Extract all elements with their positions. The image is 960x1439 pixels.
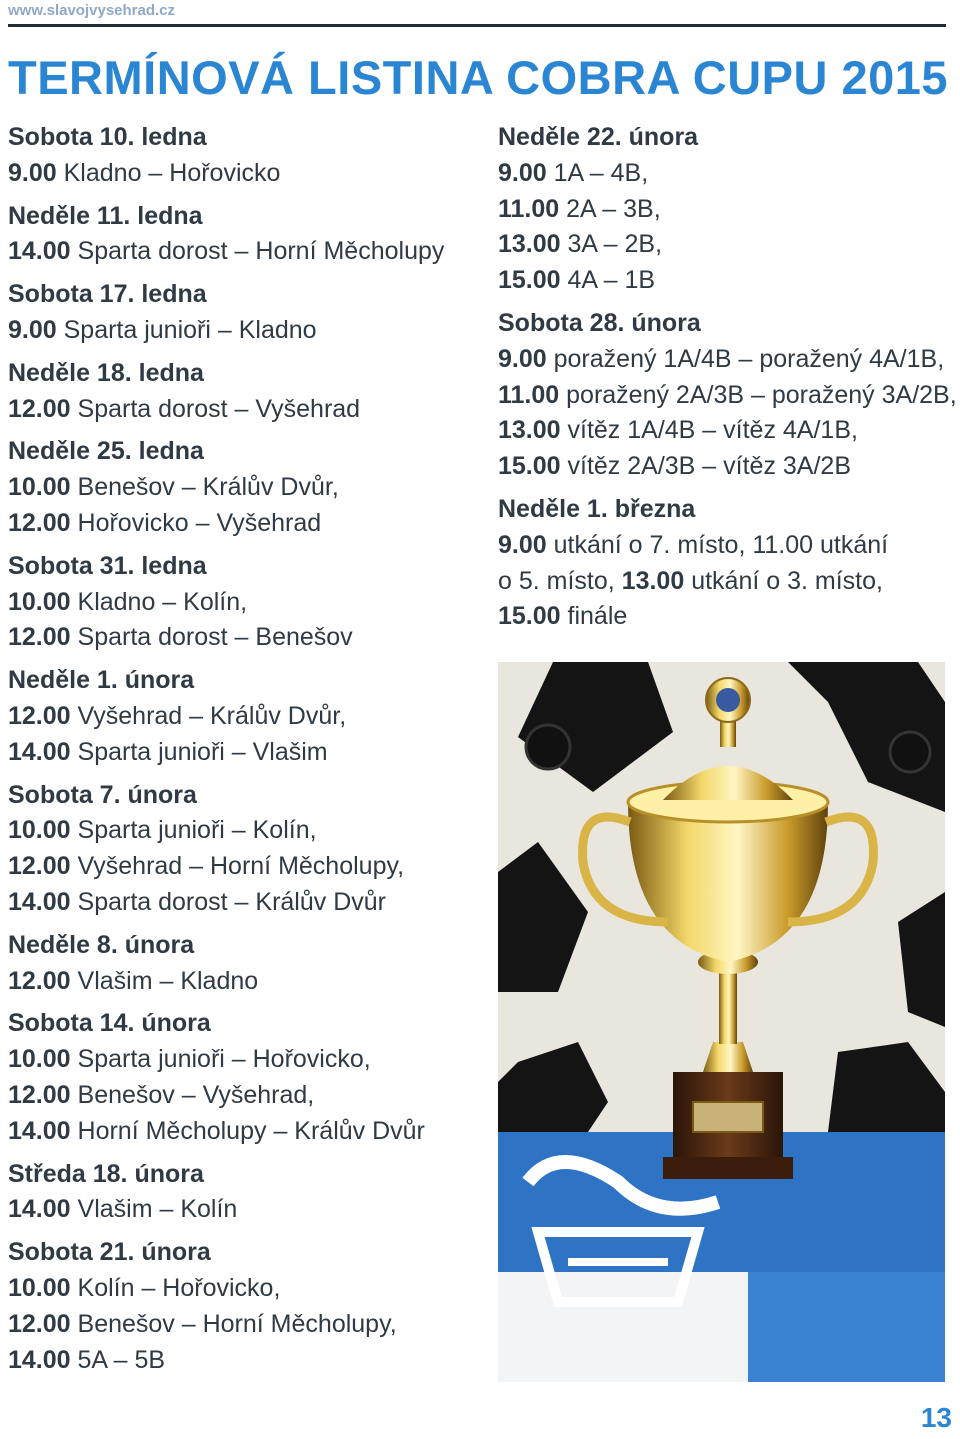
match-row — [8, 506, 488, 542]
match-teams: poražený 1A/4B – poražený 4A/1B, — [553, 344, 945, 373]
match-teams: 5A – 5B — [77, 1345, 166, 1374]
match-row — [8, 1078, 488, 1114]
match-day-heading: Středa 18. února — [8, 1159, 204, 1188]
match-teams: Vyšehrad – Horní Měcholupy, — [77, 852, 405, 881]
match-teams: Kladno – Kolín, — [77, 587, 248, 616]
match-row — [8, 699, 488, 735]
match-teams: Sparta dorost – Vyšehrad — [77, 394, 361, 423]
match-day-heading: Neděle 8. února — [8, 930, 195, 959]
match-row — [8, 1192, 488, 1228]
match-row — [8, 964, 488, 1000]
match-row — [8, 849, 488, 885]
match-row — [8, 313, 488, 349]
match-row — [498, 227, 953, 263]
match-time: 9.00 — [8, 158, 57, 187]
match-teams: Sparta junioři – Hořovicko, — [77, 1045, 371, 1074]
match-row — [498, 156, 953, 192]
match-time: 12.00 — [8, 508, 71, 537]
match-time: 15.00 — [498, 266, 561, 295]
match-teams: 3A – 2B, — [567, 230, 663, 259]
match-teams: Sparta junioři – Kolín, — [77, 816, 317, 845]
match-time: 9.00 — [498, 530, 547, 559]
match-text: utkání o 3. místo, — [691, 566, 883, 595]
match-row — [8, 620, 488, 656]
match-time: 14.00 — [8, 1345, 71, 1374]
match-row — [498, 192, 953, 228]
match-time: 9.00 — [8, 315, 57, 344]
match-teams: Benešov – Vyšehrad, — [77, 1080, 315, 1109]
match-time: 11.00 — [498, 194, 560, 223]
match-row — [8, 234, 488, 270]
match-row — [8, 585, 488, 621]
match-time: 12.00 — [8, 623, 71, 652]
match-day-heading: Neděle 18. ledna — [8, 358, 204, 387]
match-teams: Sparta dorost – Benešov — [77, 623, 353, 652]
match-row — [498, 342, 953, 378]
match-text: utkání o 7. místo, 11.00 utkání — [553, 530, 889, 559]
match-time: 12.00 — [8, 1309, 71, 1338]
header-rule — [8, 24, 946, 27]
match-row — [498, 564, 953, 600]
match-row — [8, 156, 488, 192]
match-teams: Horní Měcholupy – Králův Dvůr — [77, 1116, 425, 1145]
match-day-heading: Sobota 21. února — [8, 1238, 211, 1267]
match-day-heading: Neděle 25. ledna — [8, 437, 204, 466]
match-time: 10.00 — [8, 816, 71, 845]
match-day-heading: Neděle 11. ledna — [8, 201, 203, 230]
match-time: 12.00 — [8, 701, 71, 730]
match-teams: Sparta junioři – Kladno — [63, 315, 317, 344]
match-time: 13.00 — [621, 566, 685, 595]
match-teams: 2A – 3B, — [566, 194, 661, 223]
match-time: 12.00 — [8, 966, 71, 995]
match-day-heading: Sobota 31. ledna — [8, 551, 207, 580]
match-time: 15.00 — [498, 452, 561, 481]
match-teams: Sparta dorost – Králův Dvůr — [77, 887, 386, 916]
match-row — [498, 378, 957, 414]
match-row — [498, 599, 953, 635]
match-teams: Sparta dorost – Horní Měcholupy — [77, 237, 445, 266]
match-day-heading: Sobota 17. ledna — [8, 280, 207, 309]
match-time: 9.00 — [498, 344, 547, 373]
match-row — [8, 1271, 488, 1307]
match-time: 9.00 — [498, 158, 547, 187]
match-time: 14.00 — [8, 1195, 71, 1224]
match-time: 10.00 — [8, 473, 71, 502]
match-row — [8, 392, 488, 428]
match-time: 10.00 — [8, 1045, 71, 1074]
match-teams: poražený 2A/3B – poražený 3A/2B, — [566, 380, 957, 409]
match-time: 10.00 — [8, 587, 71, 616]
match-day-heading: Neděle 22. února — [498, 123, 699, 151]
site-url: www.slavojvysehrad.cz — [8, 2, 176, 19]
schedule-left-column — [8, 120, 488, 1378]
match-time: 13.00 — [498, 230, 561, 259]
match-day-heading: Neděle 1. března — [498, 494, 696, 523]
match-day-heading: Neděle 1. února — [8, 666, 195, 695]
match-time: 14.00 — [8, 237, 71, 266]
match-teams: vítěz 1A/4B – vítěz 4A/1B, — [567, 416, 858, 445]
match-row — [8, 735, 488, 771]
match-time: 15.00 — [498, 602, 561, 631]
match-row — [498, 263, 953, 299]
match-time: 12.00 — [8, 394, 71, 423]
match-row — [8, 1343, 488, 1379]
match-row — [8, 885, 488, 921]
match-teams: Vlašim – Kolín — [77, 1195, 238, 1224]
match-row — [8, 1114, 488, 1150]
match-text: finále — [567, 602, 628, 631]
match-teams: Hořovicko – Vyšehrad — [77, 508, 322, 537]
match-time: 14.00 — [8, 737, 71, 766]
match-time: 12.00 — [8, 1080, 71, 1109]
match-row — [498, 528, 953, 564]
match-day-heading: Sobota 28. února — [498, 308, 701, 337]
match-time: 13.00 — [498, 416, 561, 445]
match-time: 14.00 — [8, 887, 71, 916]
match-time: 10.00 — [8, 1273, 71, 1302]
match-time: 12.00 — [8, 852, 71, 881]
match-text: o 5. místo, — [498, 566, 622, 595]
match-teams: Kolín – Hořovicko, — [77, 1273, 281, 1302]
schedule-right-column — [498, 120, 957, 635]
match-teams: Benešov – Králův Dvůr, — [77, 473, 339, 502]
match-teams: 1A – 4B, — [553, 158, 649, 187]
page-title: TERMÍNOVÁ LISTINA COBRA CUPU 2015 — [8, 51, 949, 104]
match-time: 11.00 — [498, 380, 560, 409]
match-row — [498, 449, 953, 485]
match-day-heading: Sobota 7. února — [8, 780, 197, 809]
match-teams: Vyšehrad – Králův Dvůr, — [77, 701, 347, 730]
page-number: 13 — [920, 1402, 952, 1433]
match-row — [8, 470, 488, 506]
match-row — [8, 813, 488, 849]
match-time: 14.00 — [8, 1116, 71, 1145]
match-day-heading: Sobota 14. února — [8, 1009, 211, 1038]
trophy-photo — [498, 662, 945, 1382]
match-row — [498, 413, 953, 449]
match-teams: 4A – 1B — [567, 266, 656, 295]
match-teams: Benešov – Horní Měcholupy, — [77, 1309, 397, 1338]
match-row — [8, 1042, 488, 1078]
match-row — [8, 1307, 488, 1343]
match-teams: Vlašim – Kladno — [77, 966, 259, 995]
match-teams: vítěz 2A/3B – vítěz 3A/2B — [567, 452, 851, 481]
match-day-heading: Sobota 10. ledna — [8, 123, 207, 151]
match-teams: Kladno – Hořovicko — [63, 158, 281, 187]
match-teams: Sparta junioři – Vlašim — [77, 737, 328, 766]
